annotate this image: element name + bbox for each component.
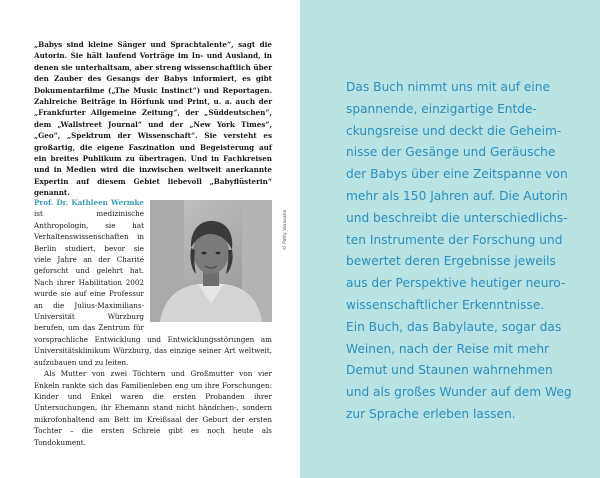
book-blurb: Das Buch nimmt uns mit auf eine spannende, einzigartige Entde- ckungsreise und deckt die Geheim- nisse der Gesänge und Geräusche der Babys über eine Zeitspanne von mehr als 150 Jahren auf. Die Autorin und beschreibt die unterschiedlichs- ten Instrumente der Forschung und bewertet deren Ergebnisse jeweils aus der Perspektive heutiger neuro- wissenschaftlicher Erkenntnisse. Ein Buch, das Babylaute, sogar das Weinen, nach der Reise mit mehr Demut und Staunen wahrnehmen und als großes Wunder auf dem Weg zur Sprache erleben lassen. — [346, 80, 572, 421]
author-bio — [34, 197, 272, 448]
bio-text: ist medizinische Anthropologin, sie hat Verhaltenswissenschaften in Berlin studiert, bevor sie viele Jahre an der Charité geforscht und gelehrt hat. Nach ihrer Habilitation 2002 wurde sie auf eine Professur an die Julius-Maximilians-Universität Würzburg berufen, um das Zentrum für vorsprachliche Entwicklung und Entwicklungsstörungen am Universitätsklinikum Würzburg, das einzige seiner Art weltweit, aufzubauen und zu leiten. — [34, 209, 272, 367]
portrait-image — [150, 200, 272, 322]
author-photo — [150, 200, 272, 322]
intro-paragraph-block — [34, 39, 272, 199]
photo-credit: © Patty Varasano — [283, 209, 288, 250]
family-paragraph: Als Mutter von zwei Töchtern und Großmutter von vier Enkeln rankte sich das Familienleben eng um ihre Forschungen: Kinder und Enkel waren die ersten Probanden ihrer Untersuchungen, ihr Ehemann stand nicht händchen-, sondern mikrofonhaltend am Bett im Kreißsaal der Geburt der ersten Tochter – die ersten Schreie gibt es noch heute als Tondokument. — [34, 369, 272, 447]
author-name: Prof. Dr. Kathleen Wermke — [34, 198, 144, 207]
intro-paragraph: „Babys sind kleine Sänger und Sprachtalente“, sagt die Autorin. Sie hält laufend Vorträge im In- und Ausland, in denen sie unterhaltsam, aber streng wissenschaftlich über den Zauber des Gesangs der Babys informiert, es gibt Dokumentarfilme („The Music Instinct“) und Reportagen. Zahlreiche Beiträge in Hörfunk und Print, u. a. auch der „Frankfurter Allgemeine Zeitung“, der „Süddeutschen“, dem „Wallstreet Journal“ und der „New York Times“, „Geo“, „Spektrum der Wissenschaft“. Sie versteht es großartig, die eigene Faszination und Begeisterung auf ein breites Publikum zu übertragen. Und in Fachkreisen und in Medien wird die inzwischen weltweit anerkannte Expertin auf diesem Gebiet liebevoll „Babyflüsterin“ genannt. — [34, 40, 272, 198]
